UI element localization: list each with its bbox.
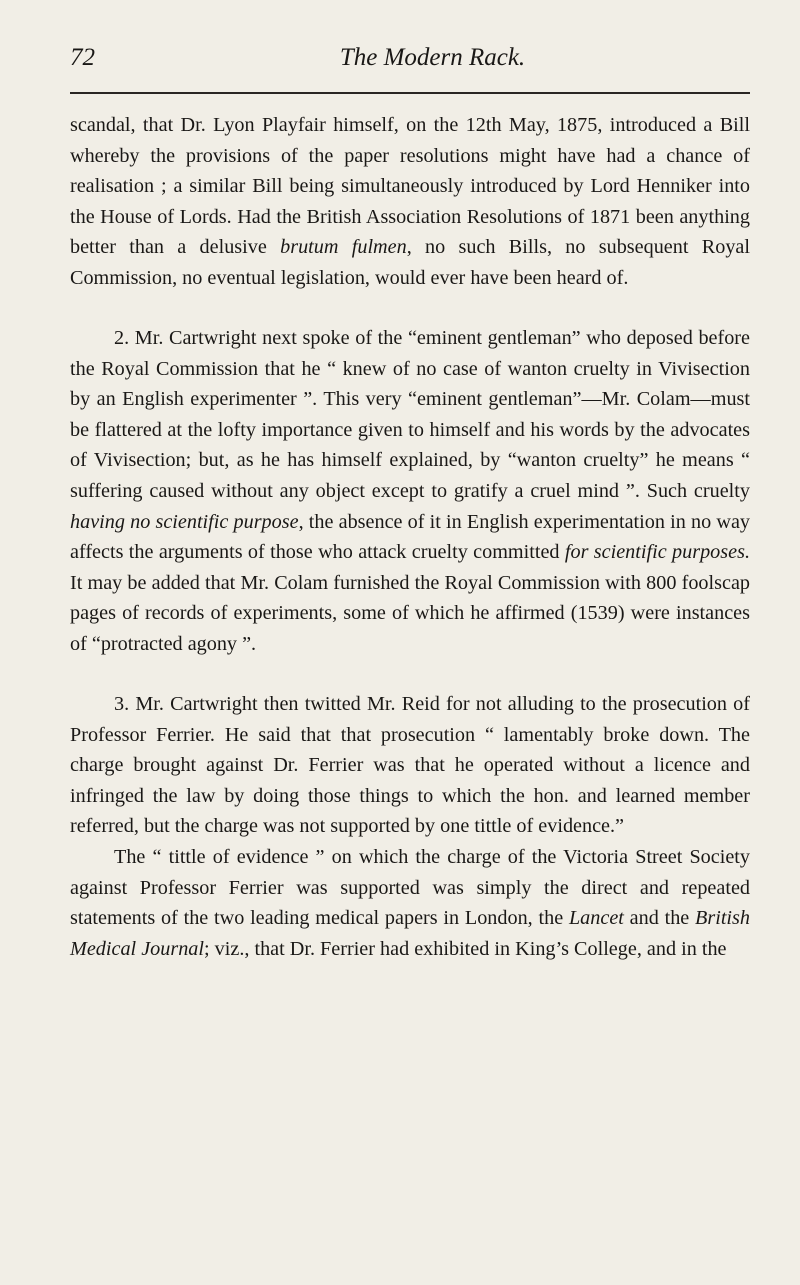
text-segment-italic: Lancet — [568, 907, 624, 930]
paragraph-continuation — [70, 110, 750, 293]
text-segment-italic: for scientific purposes. — [564, 541, 750, 564]
paragraph-2 — [70, 323, 750, 659]
text-segment-italic: having no scientific purpose — [70, 510, 299, 533]
text-segment: 3. Mr. Cartwright then twitted Mr. Reid for not alluding to the prosecution of Professor Ferrier. He said that that prosecution “ lamentably broke down. The charge brought against Dr. Ferrier was that he operated without a licence and infringed the law by doing those things to which the hon. and learned member referred, but the charge was not supported by one tittle of evidence.” — [70, 693, 750, 838]
running-title: The Modern Rack. — [339, 44, 526, 71]
text-segment-italic: brutum fulmen — [280, 236, 407, 259]
text-segment: and the — [623, 907, 696, 930]
text-segment: , no such Bills, no subsequent Royal Commission, no eventual legislation, would ever have been heard of. — [70, 236, 750, 289]
page-header — [70, 44, 755, 78]
paragraph-3 — [70, 689, 750, 842]
text-segment-italic: British Medical Journal — [70, 907, 750, 960]
body-text — [70, 110, 750, 964]
text-segment: 2. Mr. Cartwright next spoke of the “eminent gentleman” who deposed before the Royal Commission that he “ knew of no case of wanton cruelty in Vivisection by an English experimenter ”. This very “eminent gentleman”—Mr. Colam—must be flattered at the lofty importance given to himself and his words by the advocates of Vivisection; but, as he has himself explained, by “wanton cruelty” he means “ suffering caused without any object except to gratify a cruel mind ”. Such cruelty — [70, 327, 750, 503]
header-rule — [70, 92, 750, 94]
paragraph-4 — [70, 842, 750, 964]
text-segment: It may be added that Mr. Colam furnished the Royal Commission with 800 foolscap pages of records of experiments, some of which he affirmed (1539) were instances of “protracted agony ”. — [70, 571, 750, 655]
text-segment: ; viz., that Dr. Ferrier had exhibited in King’s College, and in the — [204, 937, 727, 960]
text-segment: The “ tittle of evidence ” on which the charge of the Victoria Street Society against Professor Ferrier was supported was simply the direct and repeated statements of the two leading medical papers in London, the — [70, 846, 750, 930]
page-number: 72 — [70, 44, 95, 71]
text-segment: , the absence of it in English experimentation in no way affects the arguments of those who attack cruelty committed — [70, 510, 750, 564]
text-segment: scandal, that Dr. Lyon Playfair himself, on the 12th May, 1875, introduced a Bill whereby the provisions of the paper resolutions might have had a chance of realisation ; a similar Bill being simultaneously introduced by Lord Henniker into the House of Lords. Had the British Association Resolutions of 1871 been anything better than a delusive — [70, 114, 750, 259]
